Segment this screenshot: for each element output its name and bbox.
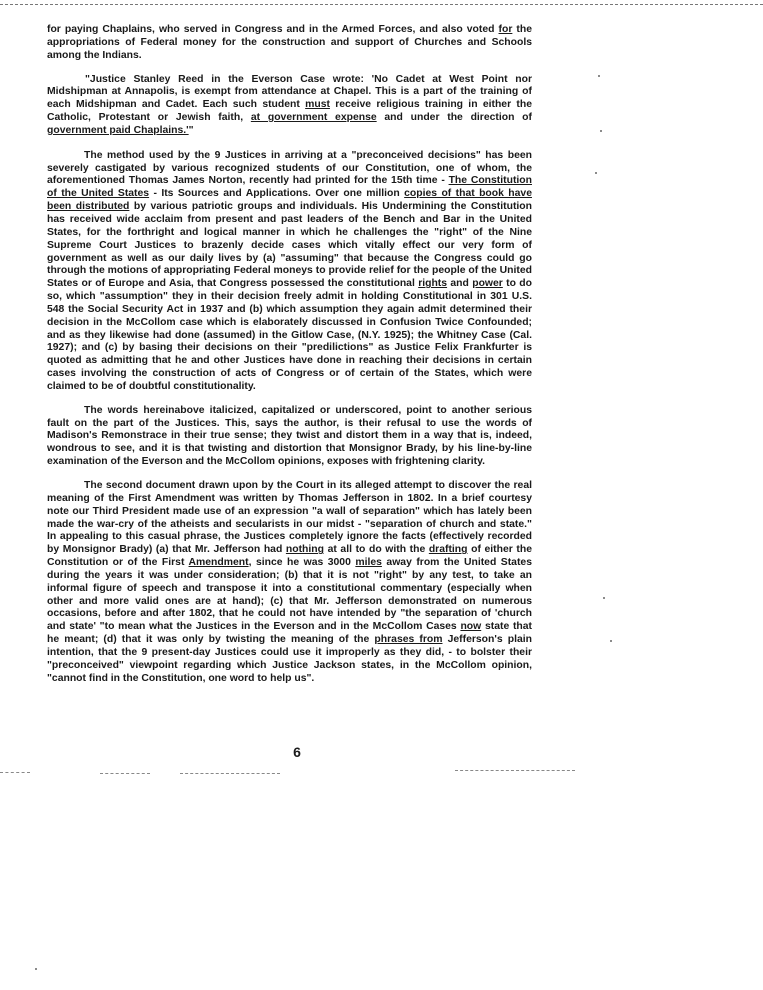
underlined-text: power [472,278,503,290]
top-scan-border [0,4,763,5]
scan-speck [600,130,602,132]
text-run: The second document drawn upon by the Court in its alleged attempt to discover the real meaning of the First Amendment was written by Thomas Jefferson in 1802. In a brief courtesy note our Third President made use of an expression "a wall of separation" which has lately been made the war-cry of the atheists and secularists in our midst - "separation of church and state." In appealing to this casual phrase, the Justices completely ignore the facts (effectively recorded by Monsignor Brady) (a) that Mr. Jefferson had [47,480,532,556]
scan-speck [598,75,600,77]
text-run: state that he meant; (d) that it was only by twisting the meaning of the [47,621,533,646]
underlined-text: government paid Chaplains.' [47,124,189,136]
text-run: "Justice Stanley Reed in the Everson Case wrote: 'No Cadet at West Point nor Midshipman at Annapolis, is exempt from attendance at Chapel. This is a part of the training of each Midshipman and Cadet. Each such student [47,73,532,111]
text-run: - Its Sources and Applications. Over one million [149,188,405,200]
text-run: to do so, which "assumption" they in their decision freely admit in holding Constitutional in 301 U.S. 548 the Social Security Act in 1937 and (b) which assumption they again admit determined their decision in the McCollom case which is elaborately discussed in Confusion Twice Confounded; and as they likewise had done (assumed) in the Gitlow Case, (N.Y. 1925); the Whitney Case (Cal. 1927); and (c) by basing their decisions on their "predilictions" as Justice Felix Frankfurter is quoted as admitting that he and other Justices have done in reaching their decisions in certain cases involving the construction of acts of Congress or of certain of the States, which were claimed to be of doubtful constitutionality. [47,278,533,392]
scan-artifact-line [0,772,30,773]
paragraph [47,74,532,138]
underlined-text: drafting [428,544,468,556]
text-run: The method used by the 9 Justices in arriving at a "preconceived decisions" has been severely castigated by various recognized students of our Constitution, one of whom, the aforementioned Thomas James Norton, recently had printed for the 15th time - [47,149,532,187]
scan-speck [603,597,605,599]
text-run: by various patriotic groups and individuals. His Undermining the Constitution has received wide acclaim from present and past leaders of the Bench and Bar in the United States, for the forthright and logical manner in which he challenges the "right" of the Nine Supreme Court Justices to brazenly decide cases which vitally effect our very form of government as well as our daily lives by (a) "assuming" that because the Congress could go through the motions of appropriating Federal moneys to provide relief for the people of the United States or of Europe and Asia, that Congress possessed the constitutional [47,201,532,290]
scan-speck [35,968,37,970]
paragraph [47,24,532,63]
text-run: " [188,124,194,136]
text-run: and under the direction of [376,112,532,124]
text-run: Jefferson's plain intention, that the 9 present-day Justices could use it improperly as they did, - to bolster their "preconceived" viewpoint regarding which Justice Jackson states, in the McCollom opinion, "cannot find in the Constitution, one word to help us". [47,634,532,684]
scan-artifact-line [180,773,280,774]
paragraph [47,480,532,686]
underlined-text: phrases from [374,634,443,646]
text-run: at all to do with the [324,544,429,556]
underlined-text: must [305,99,330,111]
page-number: 6 [293,744,301,760]
underlined-text: rights [418,278,448,290]
underlined-text: now [460,621,482,633]
underlined-text: at government expense [250,112,377,124]
scan-speck [610,640,612,642]
underlined-text: nothing [285,544,324,556]
scan-speck [595,172,597,174]
document-body [47,24,532,686]
underlined-text: copies of that book have been distributed [47,188,532,213]
text-run: of either the Constitution or of the First [47,544,532,569]
text-run: , since he was 3000 [248,557,356,569]
text-run: for paying Chaplains, who served in Congress and in the Armed Forces, and also voted [47,24,499,35]
text-run: receive religious training in either the Catholic, Protestant or Jewish faith, [47,99,532,124]
text-run: The words hereinabove italicized, capitalized or underscored, point to another serious fault on the part of the Justices. This, says the author, is their refusal to use the words of Madison's Remonstrace in their true sense; they twist and distort them in a way that is, indeed, wondrous to see, and it is that twisting and distortion that Monsignor Brady, by his line-by-line examination of the Everson and the McCollom opinions, exposes with frightening clarity. [47,404,532,468]
text-run: away from the United States during the years it was under consideration; (b) that it is not "right" by any test, to take an informal figure of speech and transpose it into a constitutional commentary (especially when other and more valid ones are at hand); (c) that Mr. Jefferson demonstrated on numerous occasions, before and after 1802, that he could not have intended by "the separation of 'church and state' "to mean what the Justices in the Everson and in the McCollom Cases [47,557,532,633]
scan-artifact-line [455,770,575,771]
underlined-text: miles [355,557,382,569]
underlined-text: Amendment [188,557,249,569]
underlined-text: for [498,24,513,35]
underlined-text: The Constitution of the United States [47,175,532,200]
text-run: the appropriations of Federal money for the construction and support of Churches and Schools among the Indians. [47,24,532,61]
paragraph [47,150,532,394]
text-run: and [447,278,473,290]
paragraph [47,405,532,469]
scan-artifact-line [100,773,150,774]
